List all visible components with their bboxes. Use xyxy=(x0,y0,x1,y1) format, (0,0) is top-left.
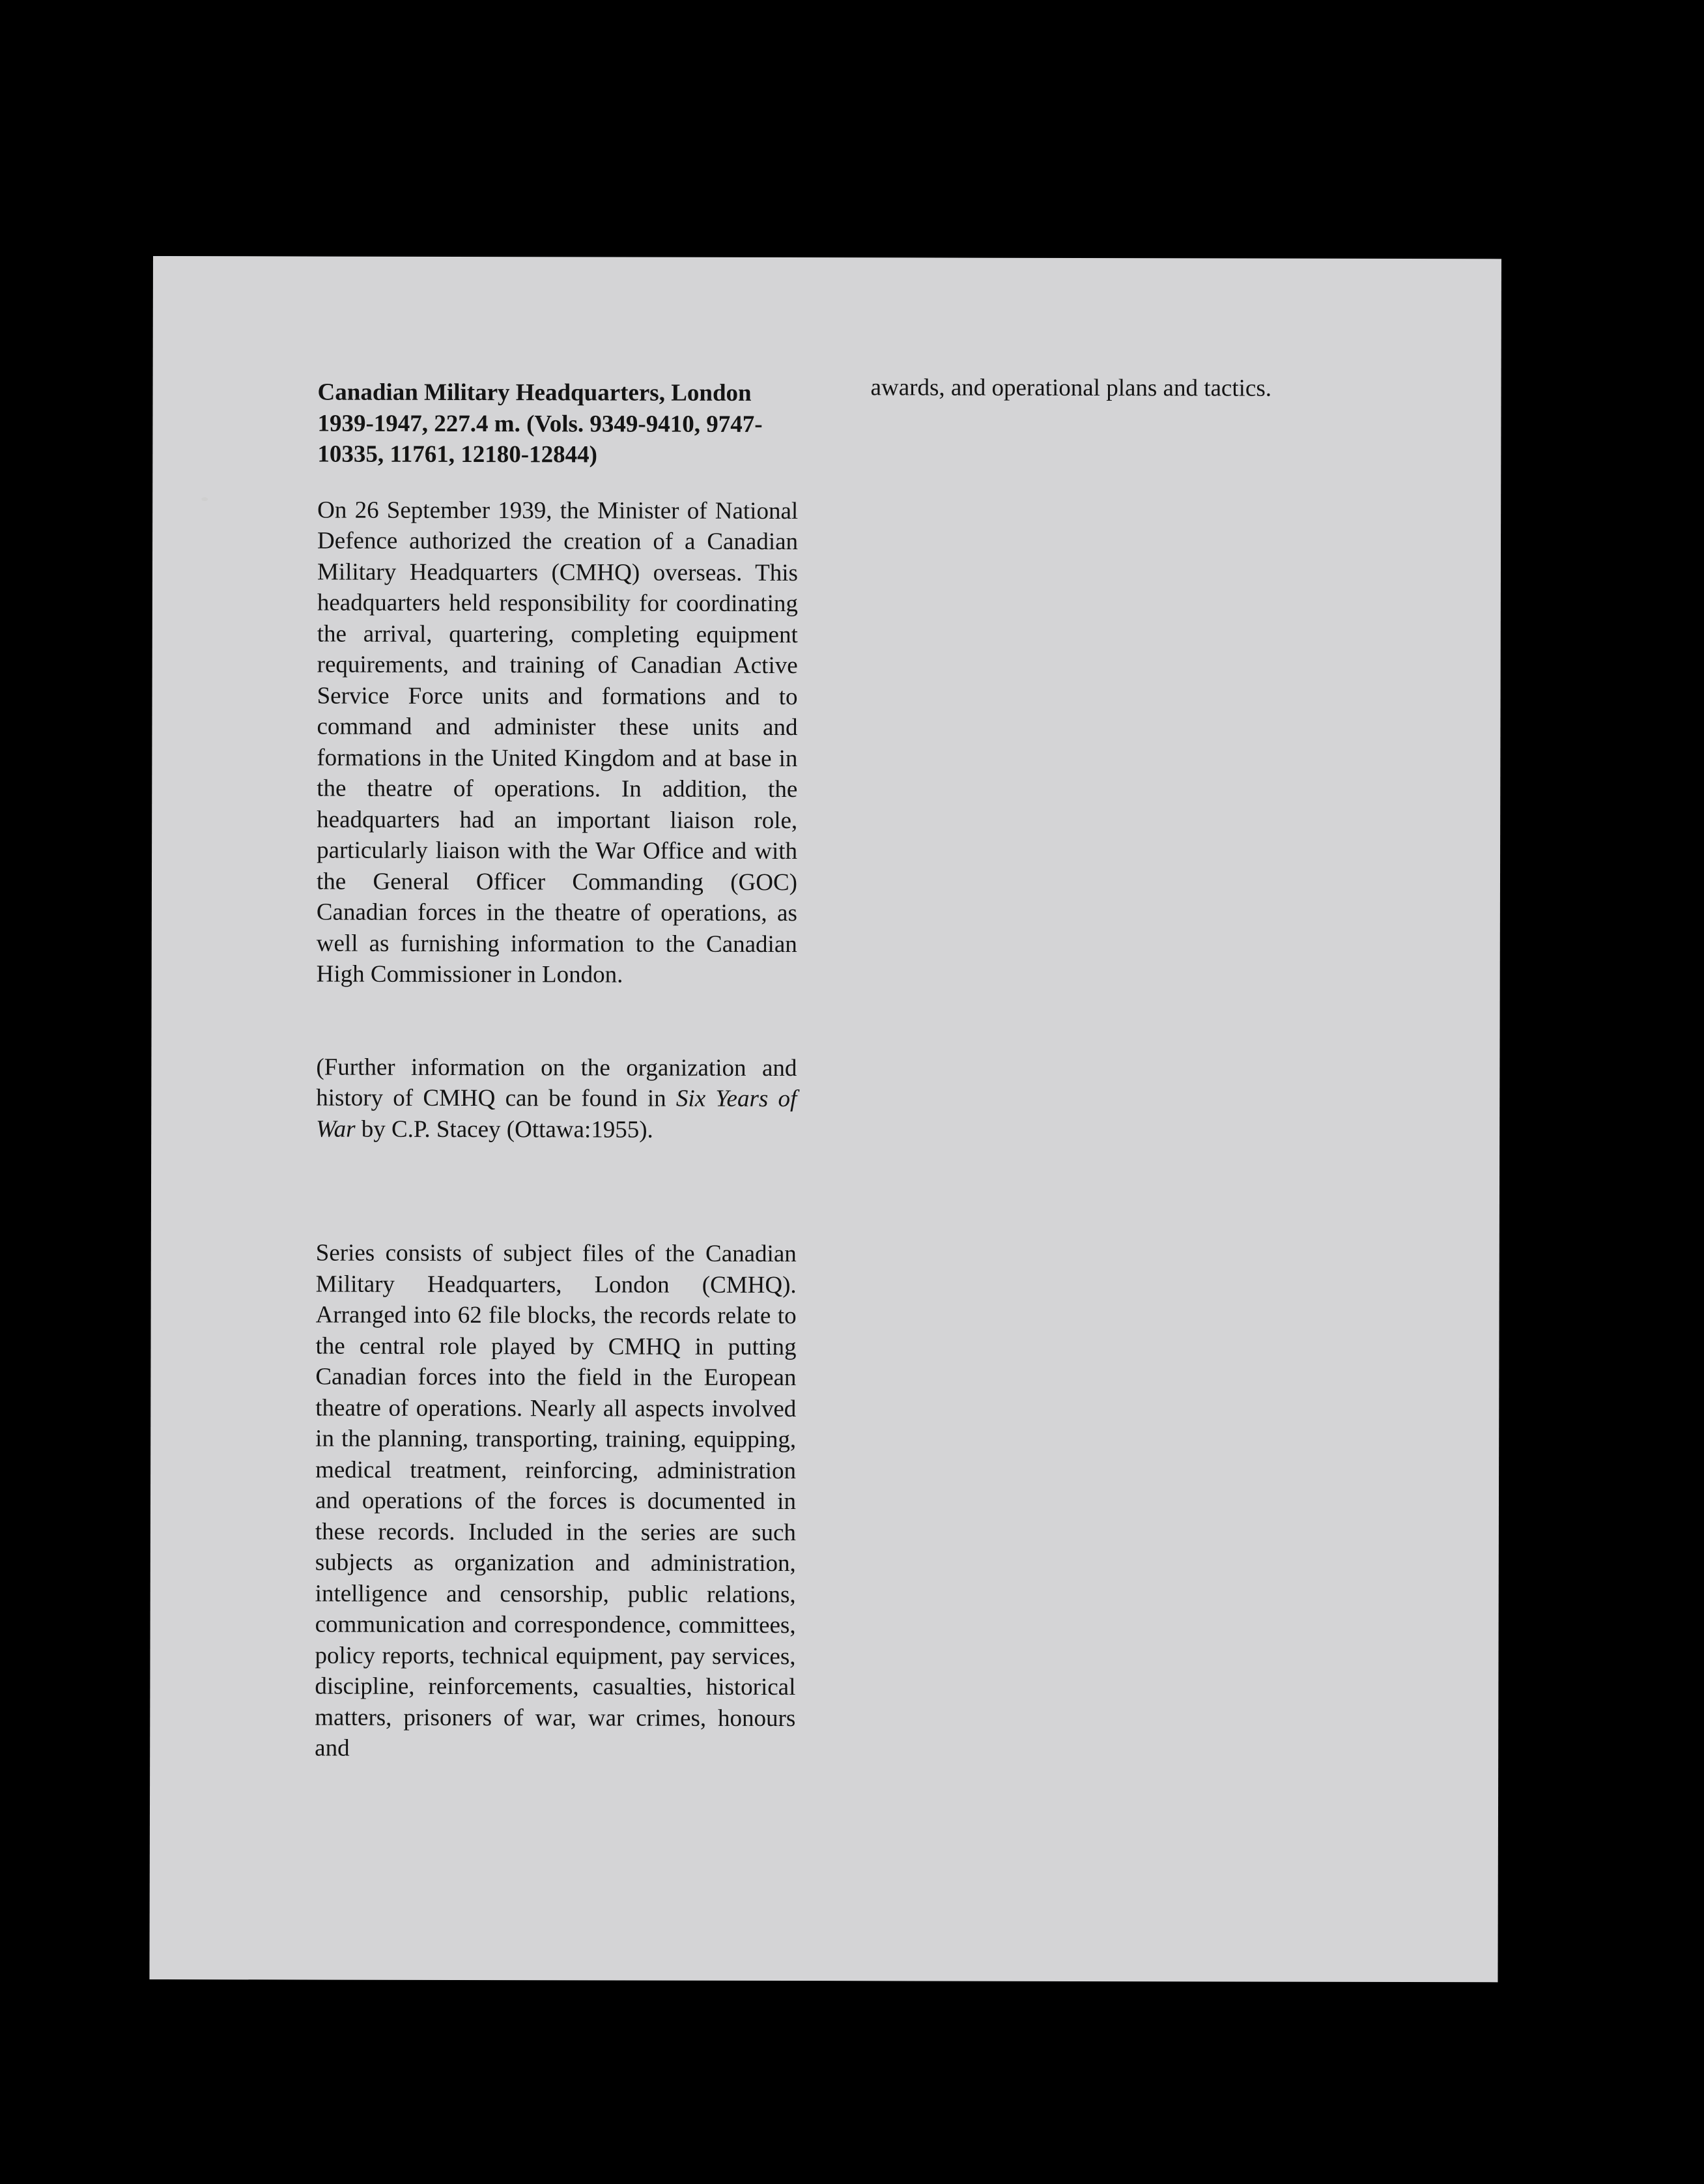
continuation-text: awards, and operational plans and tactics. xyxy=(870,374,1272,402)
series-heading xyxy=(317,377,798,471)
history-paragraph: On 26 September 1939, the Minister of National Defence authorized the creation of a Canadian Military Headquarters (CMHQ) overseas. This headquarters held responsibility for coordinating the arrival, quartering, completing equipment requirements, and training of Canadian Active Service Force units and formations and to command and administer these units and formations in the United Kingdom and at base in the theatre of operations. In addition, the headquarters had an important liaison role, particularly liaison with the War Office and with the General Officer Commanding (GOC) Canadian forces in the theatre of operations, as well as furnishing information to the Canadian High Commissioner in London. xyxy=(316,496,799,988)
further-info-citation: by C.P. Stacey (Ottawa:1955). xyxy=(355,1115,653,1143)
heading-line-1: Canadian Military Headquarters, London xyxy=(317,379,752,407)
right-column xyxy=(871,372,1392,404)
heading-line-3: 10335, 11761, 12180-12844) xyxy=(317,440,598,468)
scan-speck xyxy=(201,497,208,501)
series-description-paragraph: Series consists of subject files of the Canadian Military Headquarters, London (CMHQ). Arranged into 62 file blocks, the records relate to the central role played by CMHQ in putting Canadian forces into the field in the European theatre of operations. Nearly all aspects involved in the planning, transporting, training, equipping, medical treatment, reinforcing, administration and operations of the forces is documented in these records. Included in the series are such subjects as organization and administration, intelligence and censorship, public relations, communication and correspondence, committees, policy reports, technical equipment, pay services, discipline, reinforcements, casualties, historical matters, prisoners of war, war crimes, honours and xyxy=(315,1239,797,1762)
document-page xyxy=(149,256,1501,1982)
further-info-text: (Further information on the organization and history of CMHQ can be found in xyxy=(316,1054,797,1112)
book-title: Six Years of War xyxy=(316,1085,797,1143)
left-column xyxy=(315,377,798,1765)
heading-line-2: 1939-1947, 227.4 m. (Vols. 9349-9410, 9747- xyxy=(317,410,763,438)
further-info-paragraph xyxy=(316,1052,797,1145)
